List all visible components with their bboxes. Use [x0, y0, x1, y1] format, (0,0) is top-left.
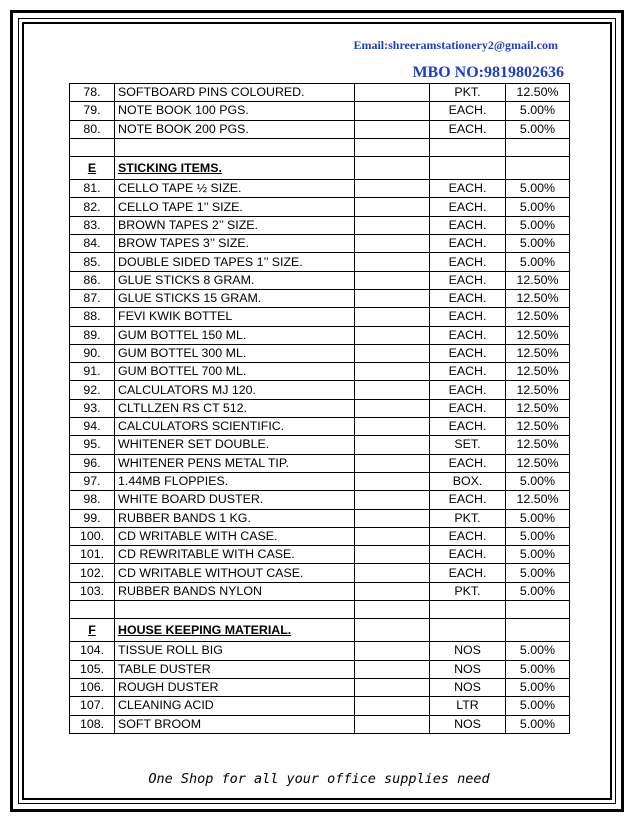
item-unit: EACH.: [430, 235, 506, 253]
table-row: [70, 326, 570, 344]
item-number: 84.: [70, 235, 115, 253]
blank-cell: [430, 138, 506, 156]
item-number: 81.: [70, 180, 115, 198]
blank-cell: [115, 601, 355, 619]
item-number: 88.: [70, 308, 115, 326]
item-number: 101.: [70, 546, 115, 564]
item-tax-rate: 5.00%: [506, 253, 570, 271]
item-tax-rate: 5.00%: [506, 198, 570, 216]
item-description: SOFTBOARD PINS COLOURED.: [115, 84, 355, 102]
item-unit: SET.: [430, 436, 506, 454]
item-description: WHITENER SET DOUBLE.: [115, 436, 355, 454]
blank-cell: [355, 157, 430, 180]
table-row: [70, 363, 570, 381]
blank-cell: [355, 418, 430, 436]
item-tax-rate: 12.50%: [506, 418, 570, 436]
header-email: Email:shreeramstationery2@gmail.com: [353, 38, 558, 52]
table-row: [70, 308, 570, 326]
blank-cell: [355, 344, 430, 362]
item-tax-rate: 5.00%: [506, 660, 570, 678]
item-tax-rate: 12.50%: [506, 344, 570, 362]
item-number: 102.: [70, 564, 115, 582]
item-unit: NOS: [430, 715, 506, 733]
item-unit: EACH.: [430, 399, 506, 417]
table-row: [70, 381, 570, 399]
item-tax-rate: 12.50%: [506, 436, 570, 454]
item-description: CELLO TAPE ½ SIZE.: [115, 180, 355, 198]
item-description: DOUBLE SIDED TAPES 1’’ SIZE.: [115, 253, 355, 271]
blank-cell: [506, 619, 570, 642]
blank-cell: [506, 601, 570, 619]
blank-cell: [355, 527, 430, 545]
blank-cell: [355, 84, 430, 102]
table-row: [70, 660, 570, 678]
table-row: [70, 697, 570, 715]
item-tax-rate: 5.00%: [506, 180, 570, 198]
table-row: [70, 472, 570, 490]
blank-cell: [430, 619, 506, 642]
item-unit: NOS: [430, 660, 506, 678]
item-unit: EACH.: [430, 120, 506, 138]
item-description: GLUE STICKS 8 GRAM.: [115, 271, 355, 289]
blank-cell: [355, 289, 430, 307]
section-letter: E: [70, 157, 115, 180]
blank-cell: [355, 235, 430, 253]
item-tax-rate: 12.50%: [506, 308, 570, 326]
price-list-table: [69, 83, 570, 734]
item-number: 83.: [70, 216, 115, 234]
item-unit: EACH.: [430, 491, 506, 509]
item-unit: EACH.: [430, 326, 506, 344]
item-unit: EACH.: [430, 180, 506, 198]
table-row: [70, 418, 570, 436]
item-tax-rate: 5.00%: [506, 527, 570, 545]
item-tax-rate: 12.50%: [506, 271, 570, 289]
blank-cell: [506, 157, 570, 180]
table-row: [70, 253, 570, 271]
item-description: CD WRITABLE WITHOUT CASE.: [115, 564, 355, 582]
blank-cell: [355, 308, 430, 326]
item-number: 93.: [70, 399, 115, 417]
blank-cell: [355, 120, 430, 138]
item-tax-rate: 5.00%: [506, 216, 570, 234]
item-number: 82.: [70, 198, 115, 216]
item-tax-rate: 12.50%: [506, 363, 570, 381]
item-number: 106.: [70, 678, 115, 696]
blank-cell: [430, 601, 506, 619]
item-unit: EACH.: [430, 564, 506, 582]
item-number: 104.: [70, 642, 115, 660]
item-number: 98.: [70, 491, 115, 509]
item-unit: PKT.: [430, 84, 506, 102]
table-row: [70, 399, 570, 417]
table-row: [70, 344, 570, 362]
item-description: WHITENER PENS METAL TIP.: [115, 454, 355, 472]
blank-cell: [355, 363, 430, 381]
item-unit: EACH.: [430, 102, 506, 120]
blank-cell: [355, 253, 430, 271]
blank-cell: [355, 697, 430, 715]
item-number: 107.: [70, 697, 115, 715]
item-number: 103.: [70, 582, 115, 600]
item-tax-rate: 5.00%: [506, 472, 570, 490]
item-unit: PKT.: [430, 509, 506, 527]
item-description: CELLO TAPE 1’’ SIZE.: [115, 198, 355, 216]
section-header-f: [70, 619, 570, 642]
item-number: 108.: [70, 715, 115, 733]
item-unit: NOS: [430, 678, 506, 696]
table-row: [70, 715, 570, 733]
item-description: BROWN TAPES 2’’ SIZE.: [115, 216, 355, 234]
blank-cell: [115, 138, 355, 156]
price-list-body: [70, 84, 570, 734]
table-row: [70, 271, 570, 289]
item-tax-rate: 12.50%: [506, 399, 570, 417]
table-row: [70, 120, 570, 138]
blank-cell: [355, 660, 430, 678]
item-unit: EACH.: [430, 363, 506, 381]
item-description: GUM BOTTEL 150 ML.: [115, 326, 355, 344]
item-number: 94.: [70, 418, 115, 436]
table-row: [70, 546, 570, 564]
blank-cell: [430, 157, 506, 180]
item-tax-rate: 5.00%: [506, 509, 570, 527]
table-row: [70, 454, 570, 472]
item-tax-rate: 12.50%: [506, 454, 570, 472]
item-tax-rate: 12.50%: [506, 381, 570, 399]
section-title: HOUSE KEEPING MATERIAL.: [115, 619, 355, 642]
blank-cell: [506, 138, 570, 156]
table-row: [70, 564, 570, 582]
item-number: 92.: [70, 381, 115, 399]
item-description: TISSUE ROLL BIG: [115, 642, 355, 660]
item-tax-rate: 12.50%: [506, 84, 570, 102]
item-unit: EACH.: [430, 546, 506, 564]
item-number: 100.: [70, 527, 115, 545]
blank-cell: [355, 399, 430, 417]
item-description: FEVI KWIK BOTTEL: [115, 308, 355, 326]
item-tax-rate: 5.00%: [506, 582, 570, 600]
blank-row: [70, 601, 570, 619]
blank-cell: [355, 138, 430, 156]
item-number: 87.: [70, 289, 115, 307]
item-number: 86.: [70, 271, 115, 289]
item-description: 1.44MB FLOPPIES.: [115, 472, 355, 490]
item-unit: EACH.: [430, 198, 506, 216]
blank-cell: [355, 619, 430, 642]
item-number: 105.: [70, 660, 115, 678]
item-tax-rate: 5.00%: [506, 235, 570, 253]
item-number: 89.: [70, 326, 115, 344]
blank-cell: [355, 491, 430, 509]
table-row: [70, 678, 570, 696]
blank-cell: [355, 642, 430, 660]
item-number: 80.: [70, 120, 115, 138]
item-description: GLUE STICKS 15 GRAM.: [115, 289, 355, 307]
table-row: [70, 180, 570, 198]
table-row: [70, 491, 570, 509]
item-description: GUM BOTTEL 700 ML.: [115, 363, 355, 381]
blank-cell: [355, 715, 430, 733]
item-description: SOFT BROOM: [115, 715, 355, 733]
item-unit: LTR: [430, 697, 506, 715]
item-number: 99.: [70, 509, 115, 527]
item-tax-rate: 5.00%: [506, 697, 570, 715]
item-unit: NOS: [430, 642, 506, 660]
blank-cell: [70, 601, 115, 619]
item-description: CLTLLZEN RS CT 512.: [115, 399, 355, 417]
blank-cell: [355, 180, 430, 198]
item-description: NOTE BOOK 200 PGS.: [115, 120, 355, 138]
item-tax-rate: 5.00%: [506, 715, 570, 733]
item-unit: EACH.: [430, 271, 506, 289]
item-number: 95.: [70, 436, 115, 454]
item-unit: EACH.: [430, 344, 506, 362]
section-letter: F: [70, 619, 115, 642]
blank-cell: [355, 546, 430, 564]
blank-cell: [70, 138, 115, 156]
blank-cell: [355, 198, 430, 216]
blank-cell: [355, 509, 430, 527]
item-description: BROW TAPES 3’’ SIZE.: [115, 235, 355, 253]
item-number: 96.: [70, 454, 115, 472]
item-number: 79.: [70, 102, 115, 120]
item-tax-rate: 12.50%: [506, 289, 570, 307]
item-description: RUBBER BANDS NYLON: [115, 582, 355, 600]
item-unit: EACH.: [430, 527, 506, 545]
table-row: [70, 527, 570, 545]
table-row: [70, 216, 570, 234]
table-row: [70, 235, 570, 253]
blank-cell: [355, 102, 430, 120]
item-tax-rate: 5.00%: [506, 120, 570, 138]
item-description: CD WRITABLE WITH CASE.: [115, 527, 355, 545]
item-number: 90.: [70, 344, 115, 362]
item-description: CALCULATORS SCIENTIFIC.: [115, 418, 355, 436]
item-description: WHITE BOARD DUSTER.: [115, 491, 355, 509]
table-row: [70, 509, 570, 527]
footer-tagline: One Shop for all your office supplies need: [148, 771, 490, 787]
item-unit: EACH.: [430, 253, 506, 271]
table-row: [70, 436, 570, 454]
item-description: CALCULATORS MJ 120.: [115, 381, 355, 399]
item-description: CD REWRITABLE WITH CASE.: [115, 546, 355, 564]
section-header-e: [70, 157, 570, 180]
blank-row: [70, 138, 570, 156]
item-number: 78.: [70, 84, 115, 102]
blank-cell: [355, 678, 430, 696]
item-description: CLEANING ACID: [115, 697, 355, 715]
blank-cell: [355, 326, 430, 344]
item-description: RUBBER BANDS 1 KG.: [115, 509, 355, 527]
blank-cell: [355, 381, 430, 399]
item-unit: EACH.: [430, 216, 506, 234]
item-number: 85.: [70, 253, 115, 271]
blank-cell: [355, 582, 430, 600]
blank-cell: [355, 271, 430, 289]
section-title: STICKING ITEMS.: [115, 157, 355, 180]
table-row: [70, 289, 570, 307]
item-unit: EACH.: [430, 418, 506, 436]
blank-cell: [355, 454, 430, 472]
item-unit: BOX.: [430, 472, 506, 490]
item-tax-rate: 5.00%: [506, 642, 570, 660]
item-number: 97.: [70, 472, 115, 490]
blank-cell: [355, 601, 430, 619]
item-unit: EACH.: [430, 381, 506, 399]
item-tax-rate: 5.00%: [506, 546, 570, 564]
item-unit: EACH.: [430, 454, 506, 472]
blank-cell: [355, 436, 430, 454]
item-description: TABLE DUSTER: [115, 660, 355, 678]
table-row: [70, 102, 570, 120]
item-unit: EACH.: [430, 289, 506, 307]
blank-cell: [355, 564, 430, 582]
item-tax-rate: 5.00%: [506, 102, 570, 120]
table-row: [70, 582, 570, 600]
table-row: [70, 642, 570, 660]
item-tax-rate: 5.00%: [506, 678, 570, 696]
blank-cell: [355, 472, 430, 490]
table-row: [70, 84, 570, 102]
item-unit: EACH.: [430, 308, 506, 326]
item-unit: PKT.: [430, 582, 506, 600]
item-tax-rate: 12.50%: [506, 326, 570, 344]
table-row: [70, 198, 570, 216]
item-tax-rate: 5.00%: [506, 564, 570, 582]
header-mobile-number: MBO NO:9819802636: [412, 64, 564, 81]
item-number: 91.: [70, 363, 115, 381]
item-description: GUM BOTTEL 300 ML.: [115, 344, 355, 362]
item-description: NOTE BOOK 100 PGS.: [115, 102, 355, 120]
item-tax-rate: 12.50%: [506, 491, 570, 509]
item-description: ROUGH DUSTER: [115, 678, 355, 696]
blank-cell: [355, 216, 430, 234]
